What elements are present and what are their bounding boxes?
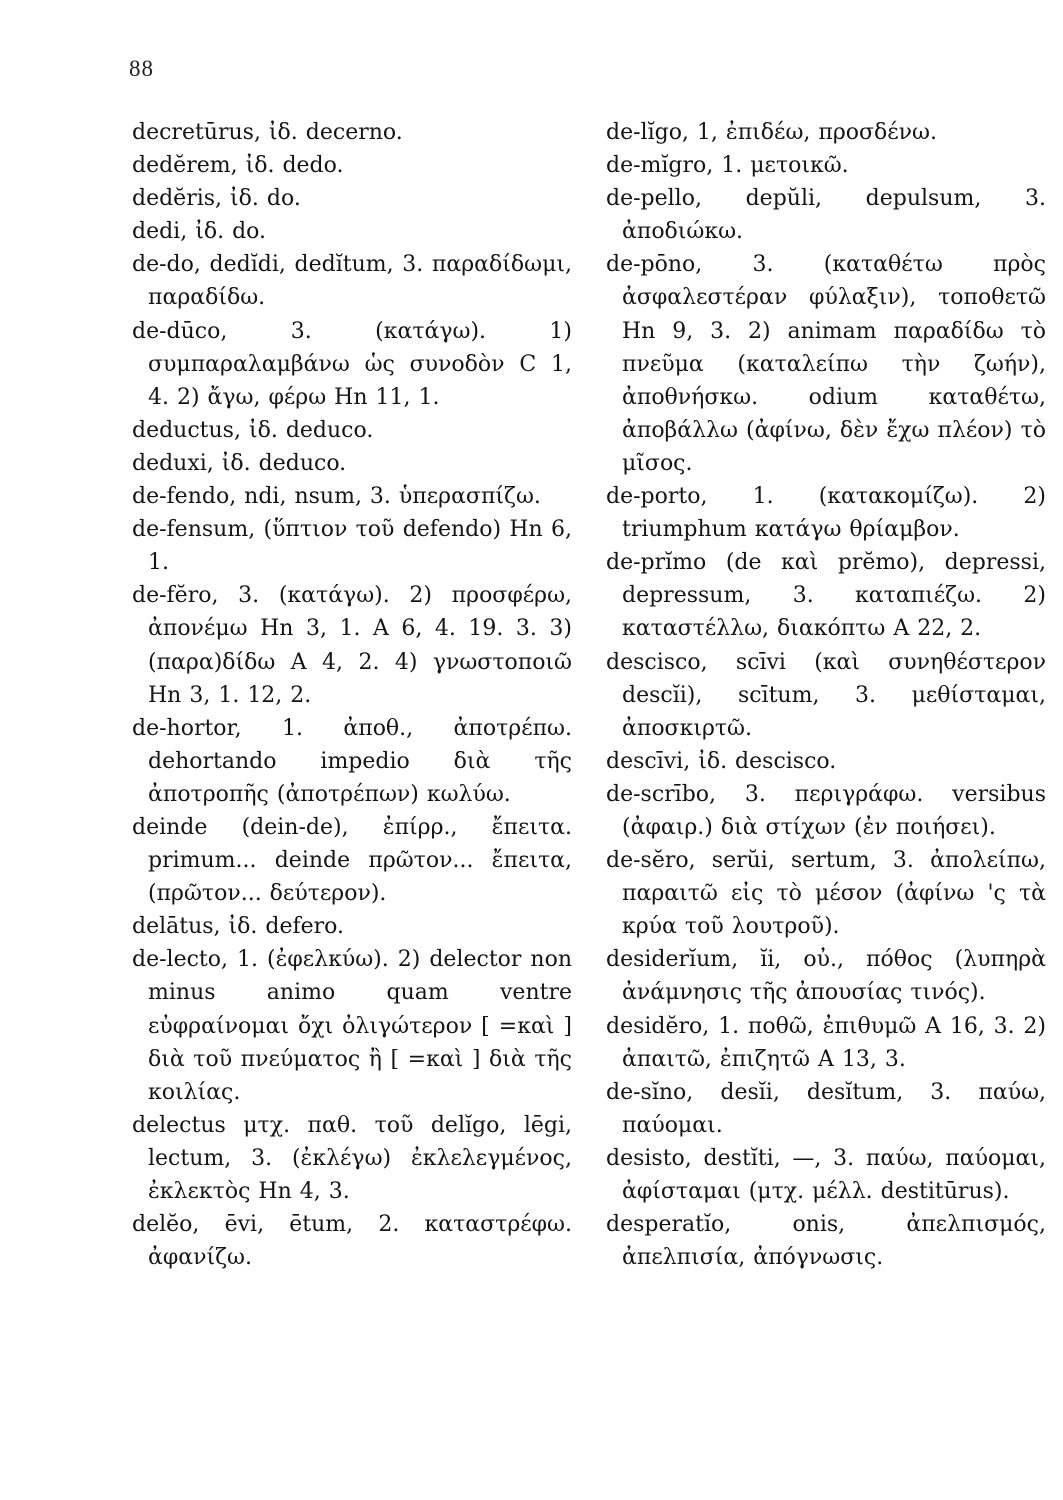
dictionary-entry: deinde (dein-de), ἐπίρρ., ἔπειτα. primum... deinde πρῶτον... ἔπειτα, (πρῶτον... δεύτερον). (132, 814, 572, 907)
dictionary-entry: de-dūco, 3. (κατάγω). 1) συμπαραλαμβάνω ὡς συνοδὸν C 1, 4. 2) ἄγω, φέρω Hn 11, 1. (132, 318, 572, 410)
dictionary-entry: desisto, destĭti, —, 3. παύω, παύομαι, ἀφίσταμαι (μτχ. μέλλ. destitūrus). (606, 1145, 1046, 1204)
dictionary-entry: deduxi, ἰδ. deduco. (132, 450, 347, 476)
dictionary-column-right (606, 116, 1046, 1274)
page-number: 88 (129, 56, 154, 81)
dictionary-entry: de-lecto, 1. (ἐφελκύω). 2) delector non minus animo quam ventre εὐφραίνομαι ὄχι ὀλιγώτερον [ =καὶ ] διὰ τοῦ πνεύματος ἢ [ =καὶ ] διὰ τῆς κοιλίας. (132, 947, 572, 1105)
dictionary-entry: de-sĕro, serŭi, sertum, 3. ἀπολείπω, παραιτῶ εἰς τὸ μέσον (ἀφίνω 'ς τὰ κρύα τοῦ λουτροῦ). (606, 848, 1046, 940)
dictionary-entry: de-prĭmo (de καὶ prĕmo), depressi, depressum, 3. καταπιέζω. 2) καταστέλλω, διακόπτω A 22, 2. (606, 550, 1046, 642)
dictionary-entry: delĕo, ēvi, ētum, 2. καταστρέφω. ἀφανίζω. (132, 1212, 572, 1271)
dictionary-entry: delectus μτχ. παθ. τοῦ delĭgo, lēgi, lectum, 3. (ἐκλέγω) ἐκλελεγμένος, ἐκλεκτὸς Hn 4, 3. (132, 1112, 572, 1204)
dictionary-entry: desidĕro, 1. ποθῶ, ἐπιθυμῶ A 16, 3. 2) ἀπαιτῶ, ἐπιζητῶ A 13, 3. (606, 1013, 1046, 1072)
dictionary-entry: deductus, ἰδ. deduco. (132, 417, 374, 443)
dictionary-entry: dedi, ἰδ. do. (132, 219, 266, 245)
dictionary-entry: dedĕris, ἰδ. do. (132, 186, 301, 212)
dictionary-entry: descīvi, ἰδ. descisco. (606, 748, 837, 774)
dictionary-entry: de-scrībo, 3. περιγράφω. versibus (ἀφαιρ.) διὰ στίχων (ἐν ποιήσει). (606, 781, 1046, 840)
dictionary-entry: delātus, ἰδ. defero. (132, 914, 345, 940)
dictionary-entry: de-porto, 1. (κατακομίζω). 2) triumphum κατάγω θρίαμβον. (606, 484, 1046, 543)
dictionary-entry: de-mĭgro, 1. μετοικῶ. (606, 153, 849, 179)
dictionary-entry: desperatĭo, onis, ἀπελπισμός, ἀπελπισία, ἀπόγνωσις. (606, 1212, 1046, 1271)
dictionary-entry: de-sĭno, desĭi, desĭtum, 3. παύω, παύομαι. (606, 1079, 1046, 1138)
dictionary-entry: de-fensum, (ὕπτιον τοῦ defendo) Hn 6, 1. (132, 517, 572, 576)
dictionary-entry: descisco, scīvi (καὶ συνηθέστερον descĭi), scītum, 3. μεθίσταμαι, ἀποσκιρτῶ. (606, 649, 1046, 741)
dictionary-entry: de-pōno, 3. (καταθέτω πρὸς ἀσφαλεστέραν φύλαξιν), τοποθετῶ Hn 9, 3. 2) animam παραδίδω τὸ πνεῦμα (καταλείπω τὴν ζωήν), ἀποθνήσκω. odium καταθέτω, ἀποβάλλω (ἀφίνω, δὲν ἔχω πλέον) τὸ μῖσος. (606, 252, 1046, 476)
dictionary-entry: de-fĕro, 3. (κατάγω). 2) προσφέρω, ἀπονέμω Hn 3, 1. A 6, 4. 19. 3. 3) (παρα)δίδω A 4, 2. 4) γνωστοποιῶ Hn 3, 1. 12, 2. (132, 583, 572, 708)
dictionary-entry: decretūrus, ἰδ. decerno. (132, 120, 403, 145)
dictionary-entry: de-pello, depŭli, depulsum, 3. ἀποδιώκω. (606, 186, 1046, 245)
dictionary-entry: de-lĭgo, 1, ἐπιδέω, προσδένω. (606, 120, 937, 145)
dictionary-column-left (132, 116, 572, 1274)
dictionary-entry: de-hortor, 1. ἀποθ., ἀποτρέπω. dehortando impedio διὰ τῆς ἀποτροπῆς (ἀποτρέπων) κωλύω. (132, 715, 572, 807)
dictionary-entry: desiderĭum, ĭi, οὐ., πόθος (λυπηρὰ ἀνάμνησις τῆς ἀπουσίας τινός). (606, 947, 1046, 1006)
dictionary-entry: dedĕrem, ἰδ. dedo. (132, 153, 344, 179)
dictionary-entry: de-do, dedĭdi, dedĭtum, 3. παραδίδωμι, παραδίδω. (132, 252, 572, 311)
dictionary-entry: de-fendo, ndi, nsum, 3. ὑπερασπίζω. (132, 484, 541, 510)
